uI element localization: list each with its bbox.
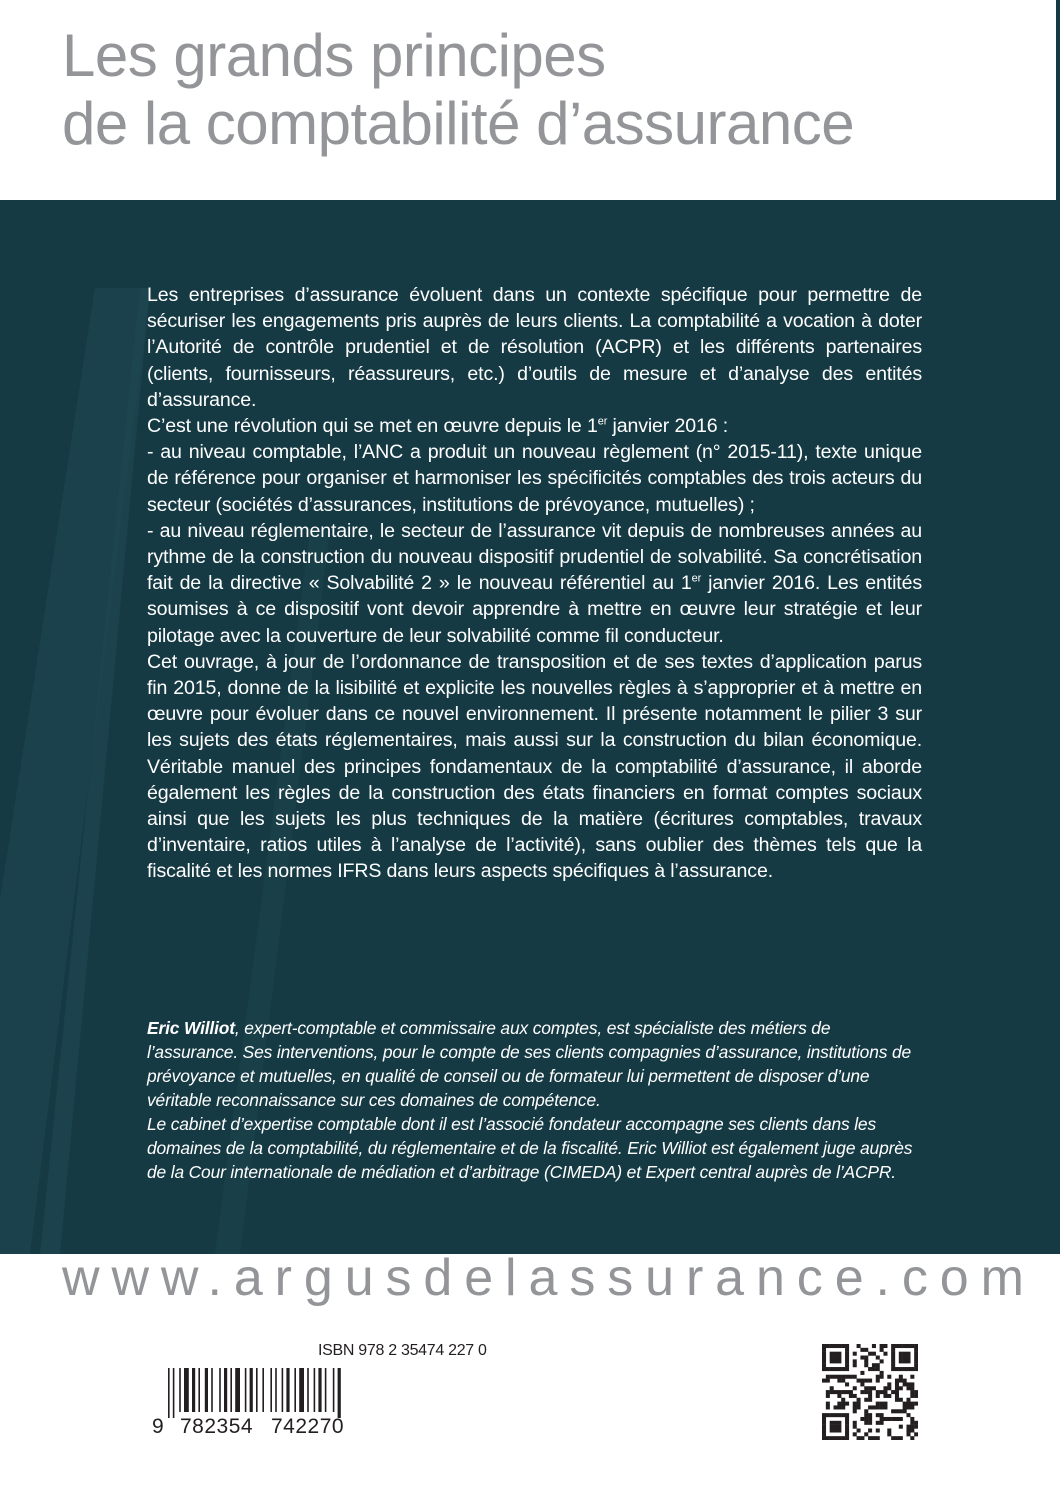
- title-line-1: Les grands principes: [62, 22, 606, 89]
- description-text: [147, 282, 922, 885]
- back-cover-panel: [0, 200, 1060, 1254]
- title-line-2: de la comptabilité d’assurance: [62, 90, 855, 157]
- isbn-barcode: ISBN 978 2 35474 227 0 9 782354 742270: [152, 1342, 487, 1438]
- barcode-bars: [168, 1368, 362, 1418]
- author-paragraph: Le cabinet d’expertise comptable dont il est l’associé fondateur accompagne ses clients dans les domaines de la comptabilité, du réglementaire et de la fiscalité. Eric Williot est également juge auprès de la Cour internationale de médiation et d’arbitrage (CIMEDA) et Expert central auprès de l’ACPR.: [147, 1114, 913, 1182]
- author-name: Eric Williot: [147, 1018, 235, 1038]
- description-paragraph: C’est une révolution qui se met en œuvre depuis le 1er janvier 2016 :: [147, 415, 729, 438]
- isbn-label: ISBN 978 2 35474 227 0: [318, 1342, 487, 1359]
- description-paragraph: - au niveau comptable, l’ANC a produit un nouveau règlement (n° 2015-11), texte unique de référence pour organiser et harmoniser les spécificités comptables des trois acteurs du secteur (sociétés d’assurances, institutions de prévoyance, mutuelles) ;: [147, 441, 922, 516]
- author-paragraph: Eric Williot, expert-comptable et commissaire aux comptes, est spécialiste des métiers de l’assurance. Ses interventions, pour le compte de ses clients compagnies d’assurance, institutions de prévoyance et mutuelles, en qualité de conseil ou de formateur lui permettent de disposer d’une véritable reconnaissance sur ces domaines de compétence.: [147, 1018, 911, 1110]
- website-url: www.argusdelassurance.com: [62, 1249, 1036, 1307]
- description-paragraph: Les entreprises d’assurance évoluent dans un contexte spécifique pour permettre de sécuriser les engagements pris auprès de leurs clients. La comptabilité a vocation à doter l’Autorité de contrôle prudentiel et de résolution (ACPR) et les différents partenaires (clients, fournisseurs, réassureurs, etc.) d’outils de mesure et d’analyse des entités d’assurance.: [147, 284, 922, 411]
- description-paragraph: - au niveau réglementaire, le secteur de l’assurance vit depuis de nombreuses années au rythme de la construction du nouveau dispositif prudentiel de solvabilité. Sa concrétisation fait de la directive « Solvabilité 2 » le nouveau référentiel au 1er janvier 2016. Les entités soumises à ce dispositif vont devoir apprendre à mettre en œuvre leur stratégie et leur pilotage avec la couverture de leur solvabilité comme fil conducteur.: [147, 519, 922, 647]
- qr-code: [822, 1344, 918, 1440]
- author-bio: [147, 1016, 922, 1184]
- description-paragraph: Cet ouvrage, à jour de l’ordonnance de transposition et de ses textes d’application parus fin 2015, donne de la lisibilité et explicite les nouvelles règles à s’approprier et à mettre en œuvre pour évoluer dans ce nouvel environnement. Il présente notamment le pilier 3 sur les sujets des états réglementaires, mais aussi sur la construction du bilan économique. Véritable manuel des principes fondamentaux de la comptabilité d’assurance, il aborde également les règles de la construction des états financiers en format comptes sociaux ainsi que les sujets les plus techniques de la matière (écritures comptables, travaux d’inventaire, ratios utiles à l’analyse de l’activité), sans oublier des thèmes tels que la fiscalité et les normes IFRS dans leurs aspects spécifiques à l’assurance.: [147, 650, 922, 883]
- book-title: [62, 22, 1022, 158]
